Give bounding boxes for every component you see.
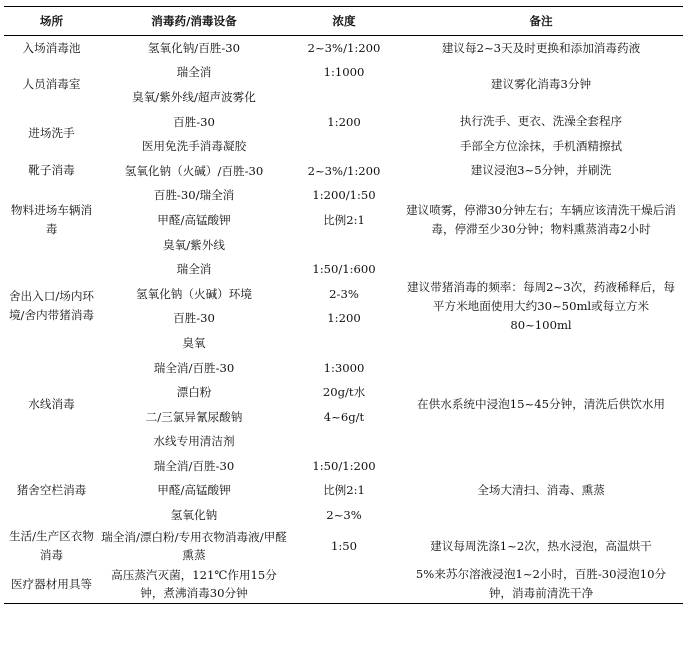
agent-cell: 高压蒸汽灭菌，121℃作用15分钟，煮沸消毒30分钟: [99, 565, 289, 604]
concentration-cell: 1:200/1:50: [312, 188, 376, 203]
concentration-cell: [289, 85, 399, 110]
note-cell: 手部全方位涂抹，手机酒精擦拭: [459, 138, 623, 153]
agent-cell: 甲醛/高锰酸钾: [157, 483, 231, 498]
concentration-cell: 1:50/1:200: [312, 458, 376, 473]
table-row: [4, 158, 683, 183]
table-row: [4, 257, 683, 282]
concentration-cell: [289, 429, 399, 454]
header-note: 备注: [399, 7, 683, 36]
place-cell: 水线消毒: [28, 396, 75, 411]
agent-cell: 氢氧化钠/百胜-30: [147, 41, 241, 56]
concentration-cell: 4~6g/t: [323, 409, 365, 424]
concentration-cell: [289, 134, 399, 159]
header-agent: 消毒药/消毒设备: [99, 7, 289, 36]
table-row: [4, 36, 683, 61]
table-row: [4, 454, 683, 479]
note-cell: 建议带猪消毒的频率：每周2~3次，药液稀释后，每平方米地面使用大约30~50ml或每立方米80~100ml: [407, 279, 675, 332]
agent-cell: 瑞全消/百胜-30: [153, 458, 235, 473]
concentration-cell: 2~3%: [326, 508, 362, 523]
place-cell: 猪舍空栏消毒: [16, 482, 87, 497]
note-cell: 建议雾化消毒3分钟: [490, 77, 592, 92]
agent-cell: 百胜-30: [173, 114, 215, 129]
place-cell: 生活/生产区衣物消毒: [8, 529, 95, 563]
concentration-cell: [289, 232, 399, 257]
concentration-cell: 2-3%: [329, 286, 359, 301]
agent-cell: 氢氧化钠（火碱）/百胜-30: [124, 163, 264, 178]
concentration-cell: 1:200: [327, 114, 361, 129]
place-cell: 医疗器材用具等: [4, 565, 99, 604]
agent-cell: 水线专用清洁剂: [153, 434, 235, 449]
disinfection-table: [4, 6, 683, 604]
place-cell: 入场消毒池: [22, 40, 81, 55]
note-cell: 全场大清扫、消毒、熏蒸: [477, 482, 605, 497]
agent-cell: 臭氧: [182, 335, 206, 350]
place-cell: 人员消毒室: [22, 77, 81, 92]
table-row: [4, 109, 683, 134]
table-row: [4, 134, 683, 159]
concentration-cell: 比例2:1: [323, 212, 365, 227]
concentration-cell: 1:50: [330, 539, 358, 554]
note-cell: 建议喷雾，停滞30分钟左右；车辆应该清洗干燥后消毒，停滞至少30分钟；物料熏蒸消毒2小时: [406, 202, 676, 236]
concentration-cell: 20g/t水: [322, 385, 366, 400]
concentration-cell: 1:3000: [323, 360, 365, 375]
agent-cell: 瑞全消/百胜-30: [153, 360, 235, 375]
table-row: [4, 60, 683, 85]
concentration-cell: [289, 565, 399, 604]
agent-cell: 氢氧化钠（火碱）环境: [136, 286, 252, 301]
header-place: 场所: [4, 7, 99, 36]
header-row: [4, 7, 683, 36]
concentration-cell: 2~3%/1:200: [307, 41, 381, 56]
concentration-cell: 2~3%/1:200: [307, 163, 381, 178]
note-cell: 在供水系统中浸泡15~45分钟，清洗后供饮水用: [417, 396, 665, 411]
concentration-cell: [289, 331, 399, 356]
agent-cell: 氢氧化钠: [170, 508, 218, 523]
agent-cell: 甲醛/高锰酸钾: [157, 212, 231, 227]
agent-cell: 百胜-30/瑞全消: [153, 188, 235, 203]
agent-cell: 臭氧/紫外线: [163, 237, 225, 252]
concentration-cell: 1:200: [327, 311, 361, 326]
note-cell: 执行洗手、更衣、洗澡全套程序: [459, 114, 623, 129]
note-cell: 5%来苏尔溶液浸泡1~2小时，百胜-30浸泡10分钟，消毒前清洗干净: [399, 565, 683, 604]
concentration-cell: 1:1000: [323, 65, 365, 80]
agent-cell: 臭氧/紫外线/超声波雾化: [132, 89, 256, 104]
place-cell: 进场洗手: [28, 126, 75, 141]
agent-cell: 漂白粉: [176, 385, 212, 400]
table-row: [4, 183, 683, 208]
table-row: [4, 527, 683, 565]
note-cell: 建议浸泡3~5分钟，并刷洗: [470, 163, 612, 178]
place-cell: 靴子消毒: [28, 163, 75, 178]
agent-cell: 医用免洗手消毒凝胶: [141, 139, 247, 154]
place-cell: 舍出入口/场内环境/舍内带猪消毒: [8, 289, 95, 323]
agent-cell: 二/三氯异氰尿酸钠: [145, 409, 243, 424]
agent-cell: 瑞全消: [176, 65, 212, 80]
concentration-cell: 1:50/1:600: [312, 262, 376, 277]
concentration-cell: 比例2:1: [323, 483, 365, 498]
header-concentration: 浓度: [289, 7, 399, 36]
note-cell: 建议每2~3天及时更换和添加消毒药液: [441, 40, 641, 55]
table-row: [4, 355, 683, 380]
agent-cell: 瑞全消/漂白粉/专用衣物消毒液/甲醛熏蒸: [101, 530, 287, 563]
place-cell: 物料进场车辆消毒: [10, 202, 93, 236]
note-cell: 建议每周洗涤1~2次，热水浸泡，高温烘干: [430, 538, 652, 553]
agent-cell: 瑞全消: [176, 262, 212, 277]
table-row: [4, 565, 683, 604]
agent-cell: 百胜-30: [173, 311, 215, 326]
